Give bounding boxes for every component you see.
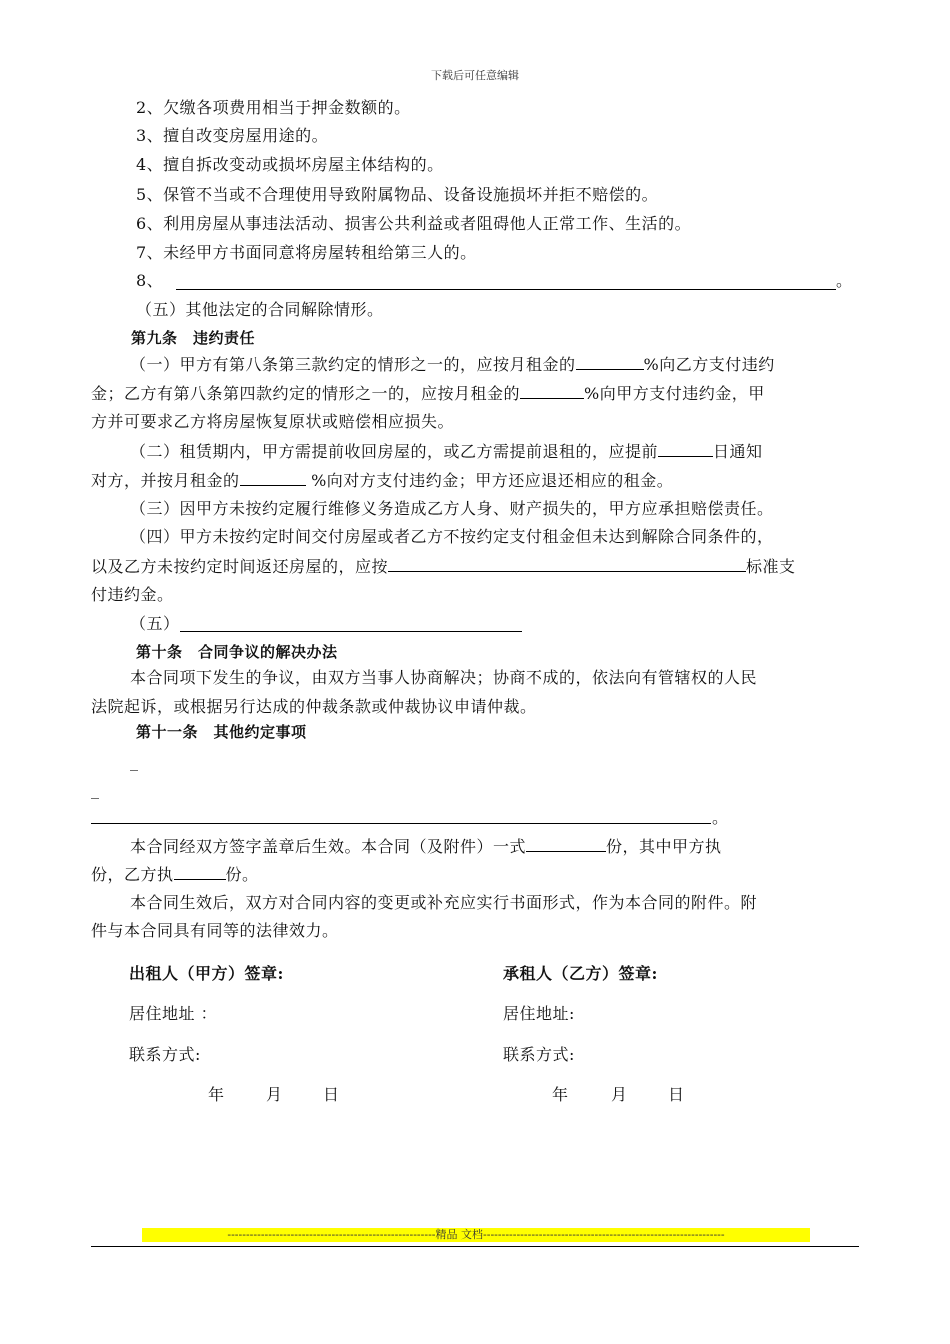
closing-text: 份，乙方执 xyxy=(91,865,174,884)
article-title: 第十条 合同争议的解决办法 xyxy=(136,643,338,661)
underscore-mark: _ xyxy=(130,752,139,771)
closing-text: 件与本合同具有同等的法律效力。 xyxy=(91,921,339,940)
blank-field xyxy=(174,864,226,880)
clause-text: 对方，并按月租金的 xyxy=(91,471,240,490)
clause-text: 方并可要求乙方将房屋恢复原状或赔偿相应损失。 xyxy=(91,412,455,431)
date-day: 日 xyxy=(668,1085,685,1104)
closing-text: 本合同经双方签字盖章后生效。本合同（及附件）一式 xyxy=(130,837,527,856)
clause-text: （四）甲方未按约定时间交付房屋或者乙方不按约定支付租金但未达到解除合同条件的， xyxy=(130,527,774,546)
lessee-contact-label: 联系方式: xyxy=(503,1045,575,1064)
footer-rule xyxy=(91,1246,859,1247)
blank-field xyxy=(240,470,306,486)
date-day: 日 xyxy=(323,1085,340,1104)
clause-line-end: 。 xyxy=(836,271,853,290)
clause-line-end: 。 xyxy=(712,808,729,827)
clause-line: 3、擅自改变房屋用途的。 xyxy=(136,126,329,145)
blank-field xyxy=(576,354,644,370)
clause-text: （二）租赁期内，甲方需提前收回房屋的，或乙方需提前退租的，应提前 xyxy=(130,442,659,461)
clause-line: 5、保管不当或不合理使用导致附属物品、设备设施损坏并拒不赔偿的。 xyxy=(136,185,659,204)
closing-text: 份，其中甲方执 xyxy=(606,837,722,856)
clause-text: %向甲方支付违约金，甲 xyxy=(584,384,765,403)
page-footer-banner: --------------------------------------------------------精品 文档----------------------------------------------------------------- xyxy=(142,1228,810,1242)
clause-text: 标准支 xyxy=(746,557,796,576)
clause-text: 法院起诉，或根据另行达成的仲裁条款或仲裁协议申请仲裁。 xyxy=(91,697,537,716)
blank-field xyxy=(520,383,584,399)
clause-text: （一）甲方有第八条第三款约定的情形之一的，应按月租金的 xyxy=(130,355,576,374)
date-month: 月 xyxy=(611,1085,628,1104)
closing-text: 份。 xyxy=(225,865,259,884)
clause-line: 2、欠缴各项费用相当于押金数额的。 xyxy=(136,98,411,117)
closing-text: 本合同生效后，双方对合同内容的变更或补充应实行书面形式，作为本合同的附件。附 xyxy=(130,893,758,912)
lessor-address-label: 居住地址 ： xyxy=(129,1004,218,1023)
clause-text: %向乙方支付违约 xyxy=(643,355,775,374)
article-title: 第九条 违约责任 xyxy=(131,329,256,347)
blank-line xyxy=(91,823,711,824)
lessee-signature-title: 承租人（乙方）签章: xyxy=(503,964,658,983)
clause-line: 6、利用房屋从事违法活动、损害公共利益或者阻碍他人正常工作、生活的。 xyxy=(136,214,692,233)
date-month: 月 xyxy=(266,1085,283,1104)
blank-field xyxy=(388,556,746,572)
clause-text: （三）因甲方未按约定履行维修义务造成乙方人身、财产损失的，甲方应承担赔偿责任。 xyxy=(130,499,774,518)
article-title: 第十一条 其他约定事项 xyxy=(136,723,307,741)
clause-text: 日通知 xyxy=(713,442,763,461)
clause-text: %向对方支付违约金；甲方还应退还相应的租金。 xyxy=(305,471,674,490)
date-year: 年 xyxy=(208,1085,225,1104)
clause-line: 4、擅自拆改变动或损坏房屋主体结构的。 xyxy=(136,155,444,174)
clause-line: 7、未经甲方书面同意将房屋转租给第三人的。 xyxy=(136,243,477,262)
date-year: 年 xyxy=(552,1085,569,1104)
underscore-mark: _ xyxy=(91,780,100,799)
clause-text: 金；乙方有第八条第四款约定的情形之一的，应按月租金的 xyxy=(91,384,521,403)
clause-number: （五） xyxy=(130,614,180,633)
clause-text: 本合同项下发生的争议，由双方当事人协商解决；协商不成的，依法向有管辖权的人民 xyxy=(130,668,758,687)
clause-text: 以及乙方未按约定时间返还房屋的，应按 xyxy=(91,557,389,576)
blank-line xyxy=(176,289,836,290)
blank-line xyxy=(180,631,522,632)
lessor-contact-label: 联系方式: xyxy=(129,1045,201,1064)
blank-field xyxy=(526,836,606,852)
blank-field xyxy=(658,441,713,457)
clause-line: （五）其他法定的合同解除情形。 xyxy=(136,300,384,319)
lessee-address-label: 居住地址: xyxy=(503,1004,575,1023)
page-header: 下载后可任意编辑 xyxy=(431,69,519,82)
lessor-signature-title: 出租人（甲方）签章: xyxy=(129,964,284,983)
clause-line-number: 8、 xyxy=(136,271,164,290)
clause-text: 付违约金。 xyxy=(91,585,174,604)
